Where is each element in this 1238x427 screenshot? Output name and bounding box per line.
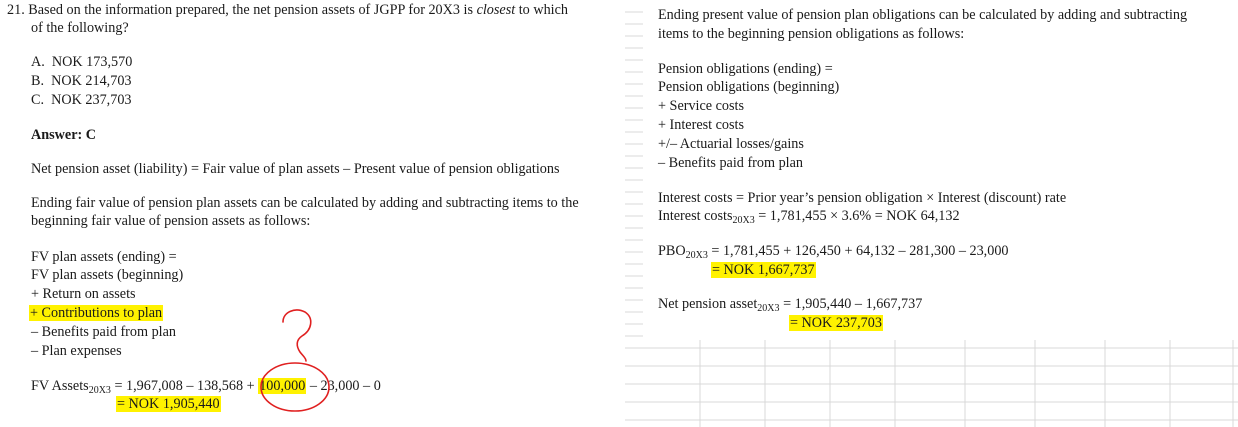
option-letter: B. xyxy=(31,73,45,89)
interest-formula: Interest costs = Prior year’s pension obligation × Interest (discount) rate xyxy=(658,190,1067,206)
fv-list-item: FV plan assets (ending) = xyxy=(31,249,177,265)
fv-intro-line-1: Ending fair value of pension plan assets can be calculated by adding and subtracting items to the xyxy=(31,195,579,211)
option-text: NOK 237,703 xyxy=(51,92,132,108)
pbo-result: = NOK 1,667,737 xyxy=(712,262,815,278)
question-emphasis: closest xyxy=(476,2,516,18)
fv-intro-line-2: beginning fair value of pension assets as follows: xyxy=(31,213,311,229)
question-text-end: to which xyxy=(518,2,568,18)
net-asset-calculation: Net pension asset$_{20X3}$ = 1,905,440 – 1,667,737 xyxy=(658,296,923,314)
solution-right-column xyxy=(625,0,1238,427)
question-mark-annotation xyxy=(283,310,311,361)
fv-list-item: – Plan expenses xyxy=(31,343,122,359)
fv-list-item: FV plan assets (beginning) xyxy=(31,267,184,283)
option-text: NOK 173,570 xyxy=(51,54,133,70)
answer-label: Answer: C xyxy=(31,127,97,143)
pbo-intro-line-1: Ending present value of pension plan obligations can be calculated by adding and subtracting xyxy=(658,7,1188,23)
fv-calculation: FV Assets$_{20X3}$ = 1,967,008 – 138,568 + 100,000 – 23,000 – 0 xyxy=(31,378,381,396)
fv-list-item: – Benefits paid from plan xyxy=(31,324,176,340)
pbo-list-item: Pension obligations (ending) = xyxy=(658,61,833,77)
option-c xyxy=(31,91,132,109)
question-number: 21. xyxy=(7,2,25,18)
option-letter: C. xyxy=(31,92,45,108)
pbo-list-item: Pension obligations (beginning) xyxy=(658,79,840,95)
net-asset-result: = NOK 237,703 xyxy=(790,315,882,331)
contribution-highlight: 100,000 xyxy=(259,378,306,394)
pbo-calculation: $PBO_{20X3} = 1,781,455 + 126,450 + 64,132 - 281,300 - 23,000$ xyxy=(658,243,1009,261)
option-text: NOK 214,703 xyxy=(51,73,132,89)
pbo-list-item: +/– Actuarial losses/gains xyxy=(658,136,804,152)
question-text: Based on the information prepared, the net pension assets of JGPP for 20X3 is xyxy=(28,2,474,18)
question-line-1 xyxy=(7,1,568,19)
fv-result: = NOK 1,905,440 xyxy=(117,396,220,412)
fv-list-item-highlighted: + Contributions to plan xyxy=(30,305,163,321)
option-letter: A. xyxy=(31,54,45,70)
fv-list-item: + Return on assets xyxy=(31,286,136,302)
interest-calculation: Interest costs$_{20X3}$ = 1,781,455 × 3.6% = NOK 64,132 xyxy=(658,208,960,226)
pbo-list-item: + Service costs xyxy=(658,98,745,114)
option-a xyxy=(31,53,132,71)
pbo-intro-line-2: items to the beginning pension obligations as follows: xyxy=(658,26,965,42)
option-b xyxy=(31,72,132,90)
pbo-list-item: – Benefits paid from plan xyxy=(658,155,803,171)
net-asset-definition: Net pension asset (liability) = Fair value of plan assets – Present value of pension obligations xyxy=(31,161,560,177)
question-line-2: of the following? xyxy=(31,20,129,36)
pbo-list-item: + Interest costs xyxy=(658,117,745,133)
